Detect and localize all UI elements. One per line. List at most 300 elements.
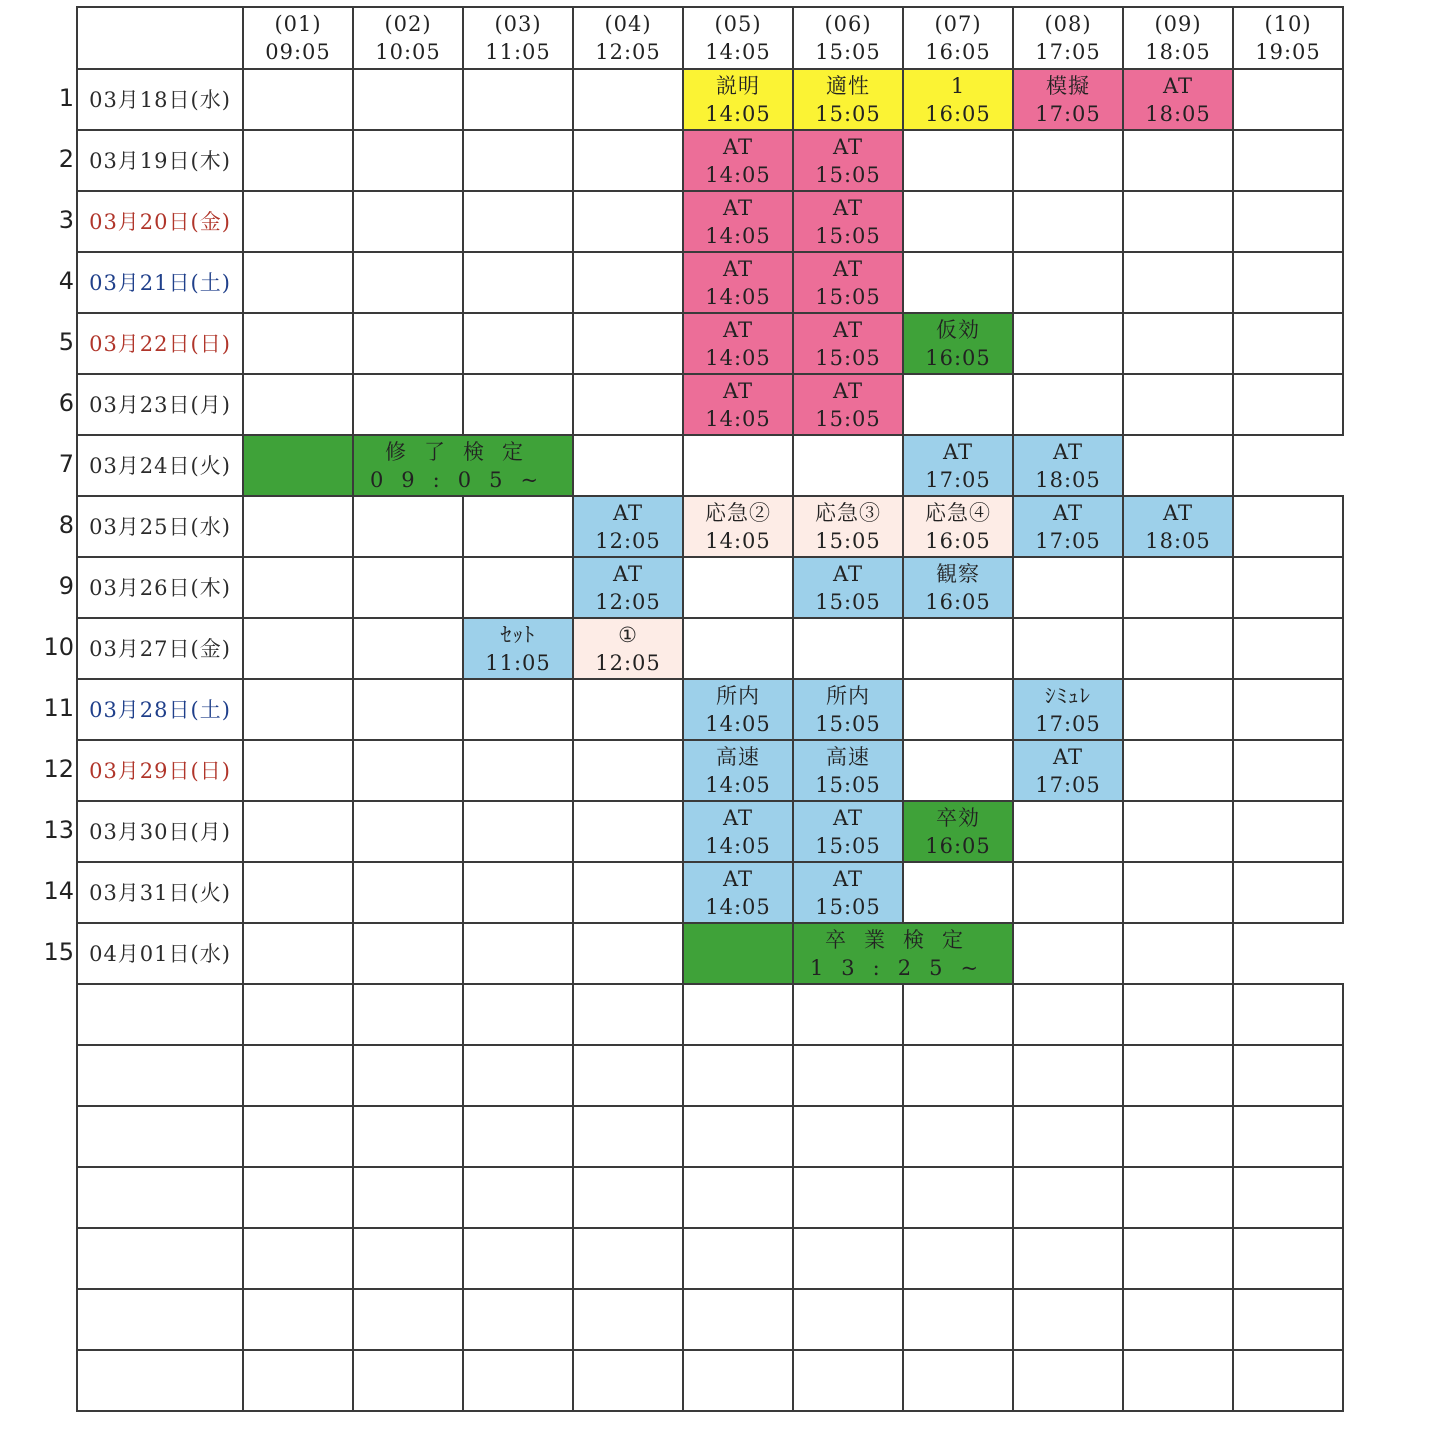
empty-slot-cell [1013, 618, 1123, 679]
empty-slot-cell [1013, 557, 1123, 618]
lesson-cell [903, 435, 1013, 496]
lesson-time: 12:05 [595, 650, 661, 675]
lesson-name: ｾｯﾄ [500, 622, 536, 647]
empty-slot-cell [1013, 374, 1123, 435]
blank-cell [793, 1350, 903, 1411]
lesson-time: 15:05 [815, 162, 881, 187]
lesson-name: AT [942, 439, 974, 464]
empty-slot-cell [463, 130, 573, 191]
blank-cell [243, 984, 353, 1045]
blank-cell [353, 1045, 463, 1106]
empty-slot-cell [573, 862, 683, 923]
empty-slot-cell [903, 191, 1013, 252]
blank-cell [243, 1289, 353, 1350]
blank-cell [353, 1289, 463, 1350]
lesson-cell [683, 862, 793, 923]
lesson-time: 14:05 [705, 528, 771, 553]
empty-slot-cell [573, 191, 683, 252]
lesson-time: 17:05 [1035, 528, 1101, 553]
empty-slot-cell [1123, 923, 1233, 984]
row-number: 10 [43, 632, 74, 661]
empty-slot-cell [903, 618, 1013, 679]
lesson-time: 15:05 [815, 772, 881, 797]
blank-cell [1123, 1167, 1233, 1228]
empty-slot-cell [463, 679, 573, 740]
blank-cell [353, 1228, 463, 1289]
blank-cell [463, 1228, 573, 1289]
empty-slot-cell [1123, 374, 1233, 435]
schedule-row [77, 252, 1343, 313]
empty-slot-cell [353, 313, 463, 374]
blank-cell [573, 984, 683, 1045]
date-cell: 03月28日(土) [77, 679, 243, 740]
lesson-name: AT [1052, 744, 1084, 769]
empty-slot-cell [1013, 801, 1123, 862]
row-number: 1 [58, 83, 74, 112]
lesson-name: ｼﾐｭﾚ [1045, 683, 1091, 708]
date-cell: 03月18日(水) [77, 69, 243, 130]
blank-cell [683, 1045, 793, 1106]
lesson-name: AT [1162, 500, 1194, 525]
blank-cell [77, 1106, 243, 1167]
lesson-time: 14:05 [705, 345, 771, 370]
lesson-name: AT [612, 561, 644, 586]
empty-slot-cell [573, 801, 683, 862]
blank-cell [463, 984, 573, 1045]
lesson-cell [793, 679, 903, 740]
lesson-time: 17:05 [1035, 772, 1101, 797]
row-number: 15 [43, 937, 74, 966]
empty-slot-cell [1233, 740, 1343, 801]
lesson-cell [683, 496, 793, 557]
lesson-name: 高速 [826, 744, 870, 769]
lesson-time: 18:05 [1145, 101, 1211, 126]
lesson-time: 14:05 [705, 894, 771, 919]
lesson-name: 応急② [705, 500, 771, 525]
period-number: (07) [934, 12, 982, 36]
blank-cell [903, 984, 1013, 1045]
lesson-cell [683, 801, 793, 862]
lesson-name: AT [722, 256, 754, 281]
lesson-time: 12:05 [595, 528, 661, 553]
blank-cell [1233, 1167, 1343, 1228]
blank-cell [1013, 1350, 1123, 1411]
blank-cell [353, 1167, 463, 1228]
blank-cell [353, 1350, 463, 1411]
blank-cell [243, 1228, 353, 1289]
lesson-time: 15:05 [815, 223, 881, 248]
empty-slot-cell [573, 923, 683, 984]
blank-cell [573, 1106, 683, 1167]
row-number: 5 [58, 327, 74, 356]
header-corner-cell [77, 7, 243, 69]
period-time: 16:05 [925, 40, 991, 64]
empty-slot-cell [1233, 618, 1343, 679]
blank-cell [1013, 1045, 1123, 1106]
blank-cell [463, 1167, 573, 1228]
row-number: 2 [58, 144, 74, 173]
empty-slot-cell [1233, 679, 1343, 740]
blank-cell [793, 1167, 903, 1228]
blank-cell [243, 1045, 353, 1106]
blank-row [77, 1167, 1343, 1228]
empty-slot-cell [243, 496, 353, 557]
period-number: (03) [494, 12, 542, 36]
lesson-name: 高速 [716, 744, 760, 769]
lesson-cell [683, 374, 793, 435]
row-number: 9 [58, 571, 74, 600]
blank-cell [1123, 1045, 1233, 1106]
lesson-cell [1013, 435, 1123, 496]
blank-cell [463, 1106, 573, 1167]
schedule-row [77, 496, 1343, 557]
empty-slot-cell [793, 618, 903, 679]
empty-slot-cell [573, 69, 683, 130]
empty-slot-cell [573, 740, 683, 801]
lesson-cell [793, 740, 903, 801]
empty-slot-cell [243, 679, 353, 740]
blank-cell [1013, 1228, 1123, 1289]
blank-cell [1013, 1289, 1123, 1350]
empty-slot-cell [1233, 191, 1343, 252]
lesson-cell [793, 923, 1013, 984]
lesson-name: AT [722, 134, 754, 159]
empty-slot-cell [353, 130, 463, 191]
schedule-table [76, 6, 1344, 1412]
lesson-name: AT [832, 195, 864, 220]
blank-cell [573, 1289, 683, 1350]
lesson-cell [793, 313, 903, 374]
period-number: (06) [824, 12, 872, 36]
empty-slot-cell [1233, 69, 1343, 130]
period-number: (01) [274, 12, 322, 36]
lesson-cell [683, 923, 793, 984]
blank-row [77, 1228, 1343, 1289]
empty-slot-cell [903, 740, 1013, 801]
lesson-cell [683, 191, 793, 252]
blank-cell [77, 1350, 243, 1411]
header-period-cell [353, 7, 463, 69]
period-number: (08) [1044, 12, 1092, 36]
lesson-cell [683, 740, 793, 801]
lesson-cell [793, 496, 903, 557]
lesson-time: 15:05 [815, 589, 881, 614]
blank-cell [1123, 1106, 1233, 1167]
empty-slot-cell [1233, 557, 1343, 618]
lesson-time: 17:05 [1035, 711, 1101, 736]
period-number: (02) [384, 12, 432, 36]
blank-cell [77, 1045, 243, 1106]
lesson-time: 16:05 [925, 345, 991, 370]
empty-slot-cell [903, 130, 1013, 191]
schedule-row [77, 679, 1343, 740]
empty-slot-cell [683, 435, 793, 496]
empty-slot-cell [1233, 130, 1343, 191]
empty-slot-cell [1123, 191, 1233, 252]
header-period-cell [683, 7, 793, 69]
header-period-cell [1123, 7, 1233, 69]
empty-slot-cell [463, 374, 573, 435]
lesson-cell [1013, 69, 1123, 130]
empty-slot-cell [683, 557, 793, 618]
date-cell: 03月20日(金) [77, 191, 243, 252]
empty-slot-cell [1123, 618, 1233, 679]
date-cell: 03月25日(水) [77, 496, 243, 557]
blank-row [77, 1289, 1343, 1350]
lesson-time: 14:05 [705, 162, 771, 187]
row-number: 7 [58, 449, 74, 478]
header-period-cell [793, 7, 903, 69]
blank-cell [353, 1106, 463, 1167]
empty-slot-cell [243, 191, 353, 252]
period-time: 09:05 [265, 40, 331, 64]
empty-slot-cell [573, 679, 683, 740]
empty-slot-cell [463, 923, 573, 984]
empty-slot-cell [1123, 740, 1233, 801]
empty-slot-cell [1233, 374, 1343, 435]
lesson-cell [793, 69, 903, 130]
period-time: 15:05 [815, 40, 881, 64]
lesson-cell [793, 252, 903, 313]
lesson-cell [793, 191, 903, 252]
schedule-row [77, 618, 1343, 679]
lesson-name: AT [612, 500, 644, 525]
date-cell: 03月19日(木) [77, 130, 243, 191]
empty-slot-cell [1233, 313, 1343, 374]
lesson-name: 適性 [826, 73, 870, 98]
blank-cell [573, 1228, 683, 1289]
blank-cell [1233, 1106, 1343, 1167]
schedule-row [77, 862, 1343, 923]
lesson-time: 18:05 [1145, 528, 1211, 553]
period-number: (09) [1154, 12, 1202, 36]
empty-slot-cell [463, 313, 573, 374]
date-cell: 03月30日(月) [77, 801, 243, 862]
empty-slot-cell [353, 557, 463, 618]
lesson-cell [903, 557, 1013, 618]
empty-slot-cell [353, 69, 463, 130]
lesson-time: 15:05 [815, 406, 881, 431]
blank-cell [77, 1289, 243, 1350]
blank-cell [353, 984, 463, 1045]
empty-slot-cell [353, 191, 463, 252]
lesson-name: AT [1052, 500, 1084, 525]
blank-cell [243, 1167, 353, 1228]
lesson-name: 観察 [936, 561, 980, 586]
lesson-name: AT [722, 195, 754, 220]
schedule-row [77, 191, 1343, 252]
row-number: 6 [58, 388, 74, 417]
lesson-cell [573, 618, 683, 679]
empty-slot-cell [243, 69, 353, 130]
empty-slot-cell [463, 252, 573, 313]
lesson-cell [353, 435, 573, 496]
lesson-time: 15:05 [815, 284, 881, 309]
lesson-time: 14:05 [705, 101, 771, 126]
lesson-cell [463, 618, 573, 679]
empty-slot-cell [903, 862, 1013, 923]
header-row [77, 7, 1343, 69]
blank-cell [903, 1350, 1013, 1411]
empty-slot-cell [463, 496, 573, 557]
blank-cell [793, 1228, 903, 1289]
lesson-cell [1123, 69, 1233, 130]
empty-slot-cell [903, 252, 1013, 313]
empty-slot-cell [243, 923, 353, 984]
lesson-time: 16:05 [925, 589, 991, 614]
lesson-time: 14:05 [705, 711, 771, 736]
blank-cell [1123, 1289, 1233, 1350]
blank-cell [683, 1289, 793, 1350]
empty-slot-cell [1013, 862, 1123, 923]
lesson-cell [683, 130, 793, 191]
empty-slot-cell [1123, 862, 1233, 923]
lesson-time: 17:05 [925, 467, 991, 492]
lesson-name: 応急③ [815, 500, 881, 525]
empty-slot-cell [353, 618, 463, 679]
schedule-row [77, 69, 1343, 130]
header-period-cell [903, 7, 1013, 69]
lesson-time: 15:05 [815, 894, 881, 919]
blank-cell [463, 1289, 573, 1350]
empty-slot-cell [903, 679, 1013, 740]
period-time: 19:05 [1255, 40, 1321, 64]
header-period-cell [573, 7, 683, 69]
empty-slot-cell [463, 557, 573, 618]
lesson-name: 卒業検定 [825, 927, 981, 952]
blank-cell [1013, 984, 1123, 1045]
lesson-name: 説明 [716, 73, 760, 98]
date-cell: 03月27日(金) [77, 618, 243, 679]
blank-cell [77, 984, 243, 1045]
period-time: 17:05 [1035, 40, 1101, 64]
blank-cell [573, 1045, 683, 1106]
lesson-time: 14:05 [705, 772, 771, 797]
lesson-time: 17:05 [1035, 101, 1101, 126]
blank-cell [1233, 1289, 1343, 1350]
empty-slot-cell [1123, 313, 1233, 374]
empty-slot-cell [1233, 862, 1343, 923]
schedule-row [77, 130, 1343, 191]
empty-slot-cell [243, 801, 353, 862]
blank-row [77, 1106, 1343, 1167]
blank-cell [903, 1289, 1013, 1350]
empty-slot-cell [243, 130, 353, 191]
empty-slot-cell [1013, 191, 1123, 252]
empty-slot-cell [573, 252, 683, 313]
empty-slot-cell [353, 374, 463, 435]
lesson-name: AT [832, 866, 864, 891]
blank-cell [463, 1045, 573, 1106]
lesson-name: AT [722, 866, 754, 891]
lesson-name: 応急④ [925, 500, 991, 525]
blank-cell [793, 1045, 903, 1106]
lesson-name: AT [832, 378, 864, 403]
blank-cell [1013, 1106, 1123, 1167]
lesson-name: AT [722, 805, 754, 830]
row-number: 11 [43, 693, 74, 722]
lesson-time: 14:05 [705, 833, 771, 858]
lesson-name: AT [832, 317, 864, 342]
empty-slot-cell [243, 557, 353, 618]
row-number: 3 [58, 205, 74, 234]
lesson-time: 18:05 [1035, 467, 1101, 492]
lesson-time: 15:05 [815, 528, 881, 553]
date-cell: 03月31日(火) [77, 862, 243, 923]
lesson-time: 13:25~ [809, 955, 997, 980]
lesson-name: AT [722, 378, 754, 403]
blank-cell [793, 1106, 903, 1167]
blank-cell [903, 1228, 1013, 1289]
date-cell: 03月23日(月) [77, 374, 243, 435]
schedule-row [77, 740, 1343, 801]
blank-cell [1123, 1228, 1233, 1289]
lesson-time: 15:05 [815, 711, 881, 736]
lesson-time: 15:05 [815, 101, 881, 126]
empty-slot-cell [683, 618, 793, 679]
empty-slot-cell [463, 69, 573, 130]
lesson-name: AT [1052, 439, 1084, 464]
empty-slot-cell [573, 313, 683, 374]
lesson-cell [793, 862, 903, 923]
empty-slot-cell [1123, 679, 1233, 740]
empty-slot-cell [1123, 435, 1233, 496]
empty-slot-cell [243, 313, 353, 374]
empty-slot-cell [1123, 557, 1233, 618]
period-time: 12:05 [595, 40, 661, 64]
blank-cell [1233, 1350, 1343, 1411]
lesson-name: 修了検定 [385, 439, 541, 464]
blank-cell [573, 1167, 683, 1228]
lesson-name: AT [832, 134, 864, 159]
blank-cell [683, 1350, 793, 1411]
date-cell: 03月29日(日) [77, 740, 243, 801]
blank-cell [1233, 1228, 1343, 1289]
schedule-row [77, 374, 1343, 435]
empty-slot-cell [1013, 923, 1123, 984]
lesson-time: 14:05 [705, 406, 771, 431]
blank-cell [573, 1350, 683, 1411]
empty-slot-cell [243, 862, 353, 923]
lesson-cell [683, 313, 793, 374]
date-cell: 03月22日(日) [77, 313, 243, 374]
schedule-row [77, 801, 1343, 862]
lesson-cell [1013, 740, 1123, 801]
schedule-row [77, 313, 1343, 374]
lesson-time: 14:05 [705, 223, 771, 248]
blank-row [77, 1045, 1343, 1106]
lesson-name: 模擬 [1046, 73, 1090, 98]
empty-slot-cell [353, 252, 463, 313]
blank-row [77, 984, 1343, 1045]
period-time: 14:05 [705, 40, 771, 64]
lesson-cell [1013, 679, 1123, 740]
lesson-time: 11:05 [485, 650, 551, 675]
empty-slot-cell [1123, 801, 1233, 862]
lesson-cell [1013, 496, 1123, 557]
lesson-cell [683, 69, 793, 130]
blank-cell [243, 1106, 353, 1167]
empty-slot-cell [353, 496, 463, 557]
lesson-cell [243, 435, 353, 496]
blank-cell [1013, 1167, 1123, 1228]
period-time: 18:05 [1145, 40, 1211, 64]
lesson-name: 仮効 [936, 317, 980, 342]
lesson-name: 所内 [826, 683, 870, 708]
lesson-cell [573, 557, 683, 618]
lesson-cell [903, 69, 1013, 130]
lesson-time: 12:05 [595, 589, 661, 614]
